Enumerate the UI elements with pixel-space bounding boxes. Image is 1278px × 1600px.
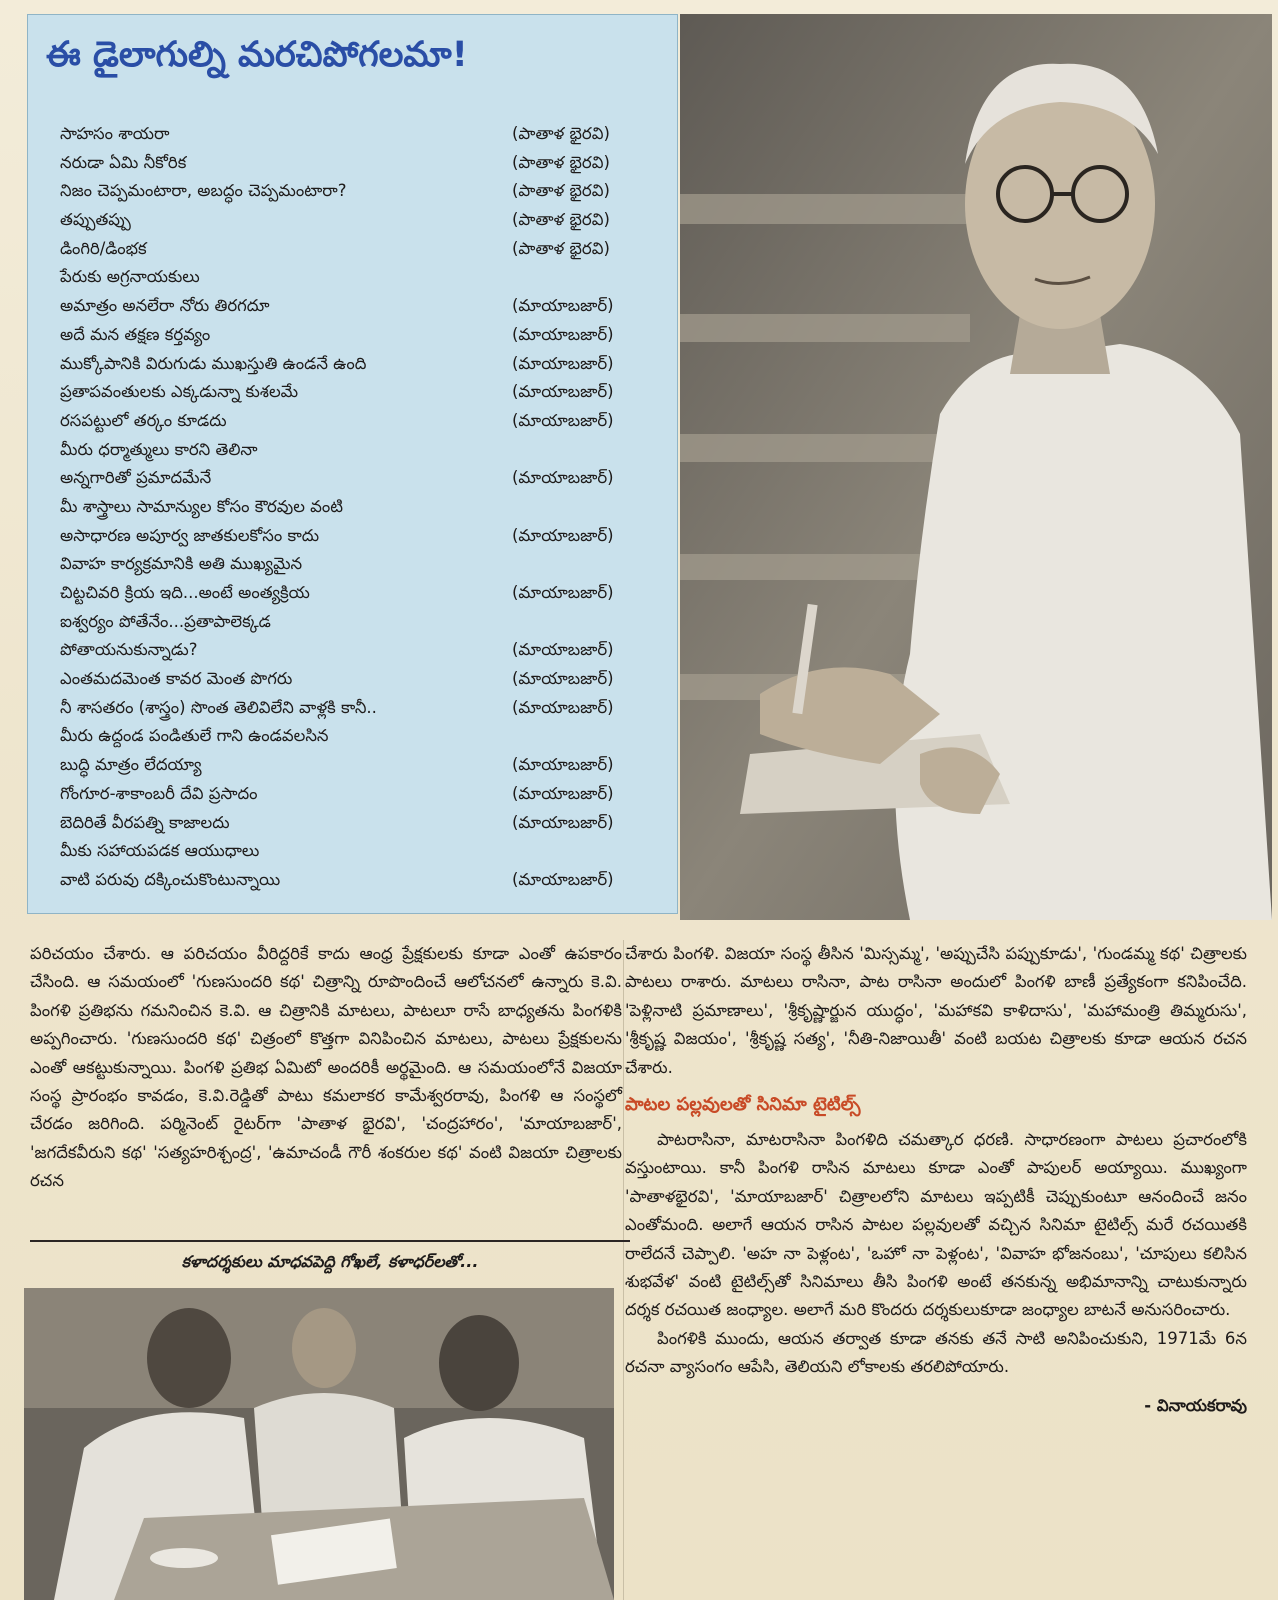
- dialogue-box: [27, 14, 678, 914]
- dialogue-row: [60, 780, 660, 809]
- caption-rule: [30, 1240, 630, 1242]
- dialogue-row: [60, 464, 660, 493]
- dialogue-source: (మాయాబజార్): [512, 697, 614, 717]
- dialogue-line: డింగిరి/డింభక: [60, 238, 147, 258]
- dialogue-line: వాటి పరువు దక్కించుకొంటున్నాయి: [60, 869, 281, 889]
- dialogue-line: మీరు ధర్మాత్ములు కారని తెలినా: [60, 439, 258, 459]
- dialogue-line: పోతాయనుకున్నాడు?: [60, 640, 198, 660]
- right-column-paragraph-3: పింగళికి ముందు, ఆయన తర్వాత కూడా తనకు తనే సాటి అనిపించుకుని, 1971మే 6న రచనా వ్యాసంగం ఆపేసి, తెలియని లోకాలకు తరలిపోయారు.: [625, 1328, 1247, 1377]
- left-column-paragraph: పరిచయం చేశారు. ఆ పరిచయం వీరిద్దరికే కాదు ఆంధ్ర ప్రేక్షకులకు కూడా ఎంతో ఉపకారం చేసింది. ఆ సమయంలో 'గుణసుందరి కథ' చిత్రాన్ని రూపొందించే ఆలోచనలో ఉన్నారు కె.వి. పింగళి ప్రతిభను గమనించిన కె.వి. ఆ చిత్రానికి మాటలు, పాటలూ రాసే బాధ్యతను పింగళికి అప్పగించారు. 'గుణసుందరి కథ' చిత్రంలో కొత్తగా వినిపించిన మాటలు, పాటలు ప్రేక్షకులను ఎంతో ఆకట్టుకున్నాయి. పింగళి ప్రతిభ ఏమిటో అందరికీ అర్థమైంది. ఆ సమయంలోనే విజయా సంస్థ ప్రారంభం కావడం, కె.వి.రెడ్డితో పాటు కమలాకర కామేశ్వరరావు, పింగళి ఆ సంస్థలో చేరడం జరిగింది. పర్మినెంట్ రైటర్‌గా 'పాతాళ భైరవి', 'చంద్రహారం', 'మాయాబజార్', 'జగదేకవీరుని కథ' 'సత్యహరిశ్చంద్ర', 'ఉమాచండీ గౌరీ శంకరుల కథ' వంటి విజయా చిత్రాలకు రచన: [30, 944, 622, 1191]
- dialogue-list: [60, 120, 660, 895]
- dialogue-row: [60, 522, 660, 551]
- dialogue-source: (మాయాబజార్): [512, 468, 614, 488]
- dialogue-row: [60, 436, 660, 465]
- dialogue-row: [60, 263, 660, 292]
- dialogue-row: [60, 149, 660, 178]
- dialogue-source: (మాయాబజార్): [512, 525, 614, 545]
- dialogue-source: (మాయాబజార్): [512, 783, 614, 803]
- right-column: [625, 940, 1247, 1420]
- dialogue-source: (పాతాళ భైరవి): [512, 238, 610, 258]
- dialogue-row: [60, 206, 660, 235]
- dialogue-source: (మాయాబజార్): [512, 410, 614, 430]
- dialogue-row: [60, 751, 660, 780]
- dialogue-source: (మాయాబజార్): [512, 669, 614, 689]
- dialogue-row: [60, 694, 660, 723]
- dialogue-line: తప్పుతప్పు: [60, 210, 131, 230]
- dialogue-row: [60, 866, 660, 895]
- dialogue-source: (మాయాబజార్): [512, 296, 614, 316]
- dialogue-line: ఐశ్వర్యం పోతేనేం...ప్రతాపాలెక్కడ: [60, 611, 271, 631]
- author-signature: - వినాయకరావు: [1144, 1395, 1247, 1415]
- dialogue-source: (మాయాబజార్): [512, 812, 614, 832]
- dialogue-line: పేరుకు అగ్రనాయకులు: [60, 267, 200, 287]
- dialogue-line: గోంగూర-శాకాంబరీ దేవి ప్రసాదం: [60, 783, 258, 803]
- section-subheading: పాటల పల్లవులతో సినిమా టైటిల్స్: [625, 1094, 861, 1116]
- group-photo: [24, 1288, 614, 1600]
- dialogue-row: [60, 722, 660, 751]
- dialogue-source: (పాతాళ భైరవి): [512, 124, 610, 143]
- dialogue-row: [60, 579, 660, 608]
- dialogue-line: మీరు ఉద్దండ పండితులే గాని ఉండవలసిన: [60, 726, 329, 746]
- dialogue-line: అన్నగారితో ప్రమాదమేనే: [60, 468, 212, 488]
- dialogue-line: అమాత్రం అనలేరా నోరు తిరగదూ: [60, 296, 270, 316]
- dialogue-source: (మాయాబజార్): [512, 640, 614, 660]
- dialogue-row: [60, 407, 660, 436]
- dialogue-row: [60, 550, 660, 579]
- dialogue-line: రసపట్టులో తర్కం కూడదు: [60, 410, 227, 430]
- dialogue-line: బెదిరితే వీరపత్ని కాజాలదు: [60, 812, 230, 832]
- right-column-paragraph-2: పాటరాసినా, మాటరాసినా పింగళిది చమత్కార ధరణి. సాధారణంగా పాటలు ప్రచారంలోకి వస్తుంటాయి. కానీ పింగళి రాసిన మాటలు కూడా ఎంతో పాపులర్ అయ్యాయి. ముఖ్యంగా 'పాతాళభైరవి', 'మాయాబజార్' చిత్రాలలోని మాటలు ఇప్పటికీ చెప్పుకుంటూ ఆనందించే జనం ఎంతోమంది. అలాగే ఆయన రాసిన పాటల పల్లవులతో వచ్చిన సినిమా టైటిల్స్ మరే రచయితకి రాలేదనే చెప్పాలి. 'అహ నా పెళ్లంట', 'ఒహో నా పెళ్లంట', 'వివాహ భోజనంబు', 'చూపులు కలిసిన శుభవేళ' వంటి టైటిల్స్‌తో సినిమాలు తీసి పింగళి అంటే తనకున్న అభిమానాన్ని చాటుకున్నారు దర్శక రచయిత జంధ్యాల. అలాగే మరి కొందరు దర్శకులుకూడా జంధ్యాల బాటనే అనుసరించారు.: [625, 1130, 1247, 1320]
- dialogue-source: (మాయాబజార్): [512, 583, 614, 602]
- dialogue-source: (పాతాళ భైరవి): [512, 152, 610, 172]
- dialogue-row: [60, 235, 660, 264]
- dialogue-line: బుద్ధి మాత్రం లేదయ్యా: [60, 755, 202, 775]
- dialogue-line: మీకు సహాయపడక ఆయుధాలు: [60, 841, 260, 861]
- dialogue-line: నిజం చెప్పమంటారా, అబద్ధం చెప్పమంటారా?: [60, 181, 347, 201]
- photo-caption: కళాదర్శకులు మాధవపెద్ది గోఖలే, కళాధర్‌లతో...: [181, 1252, 479, 1271]
- left-column: [30, 940, 622, 1196]
- dialogue-row: [60, 493, 660, 522]
- dialogue-box-title: ఈ డైలాగుల్ని మరచిపోగలమా!: [46, 35, 468, 75]
- dialogue-row: [60, 350, 660, 379]
- dialogue-source: (మాయాబజార్): [512, 324, 614, 344]
- dialogue-source: (మాయాబజార్): [512, 382, 614, 402]
- dialogue-row: [60, 321, 660, 350]
- dialogue-source: (మాయాబజార్): [512, 755, 614, 775]
- dialogue-row: [60, 292, 660, 321]
- dialogue-line: మీ శాస్త్రాలు సామాన్యుల కోసం కౌరవుల వంటి: [60, 496, 343, 516]
- dialogue-line: ముక్కోపానికి విరుగుడు ముఖస్తుతి ఉండనే ఉంది: [60, 353, 367, 373]
- portrait-photo: [680, 14, 1272, 920]
- dialogue-source: (పాతాళ భైరవి): [512, 210, 610, 230]
- dialogue-row: [60, 608, 660, 637]
- dialogue-line: అదే మన తక్షణ కర్తవ్యం: [60, 324, 211, 344]
- dialogue-line: వివాహ కార్యక్రమానికి అతి ముఖ్యమైన: [60, 554, 303, 574]
- dialogue-line: చిట్టచివరి క్రియ ఇది...అంటే అంత్యక్రియ: [60, 583, 310, 602]
- dialogue-line: నరుడా ఏమి నీకోరిక: [60, 152, 187, 172]
- dialogue-line: నీ శాసతరం (శాస్త్రం) సొంత తెలివిలేని వాళ్లకి కానీ..: [60, 697, 377, 717]
- right-column-paragraph-1: చేశారు పింగళి. విజయా సంస్థ తీసిన 'మిస్సమ్మ', 'అప్పుచేసి పప్పుకూడు', 'గుండమ్మ కథ' చిత్రాలకు పాటలు రాశారు. మాటలు రాసినా, పాట రాసినా అందులో పింగళి బాణీ ప్రత్యేకంగా కనిపించేది. 'పెళ్లినాటి ప్రమాణాలు', 'శ్రీకృష్ణార్జున యుద్ధం', 'మహాకవి కాళిదాసు', 'మహామంత్రి తిమ్మరుసు', 'శ్రీకృష్ణ విజయం', 'శ్రీకృష్ణ సత్య', 'నీతి-నిజాయితీ' వంటి బయట చిత్రాలకు కూడా ఆయన రచన చేశారు.: [625, 944, 1247, 1077]
- dialogue-line: ఎంతమదమెంత కావర మెంత పొగరు: [60, 669, 293, 689]
- dialogue-line: సాహసం శాయరా: [60, 124, 170, 143]
- dialogue-row: [60, 665, 660, 694]
- dialogue-row: [60, 177, 660, 206]
- dialogue-source: (మాయాబజార్): [512, 353, 614, 373]
- dialogue-source: (మాయాబజార్): [512, 869, 614, 889]
- dialogue-row: [60, 809, 660, 838]
- dialogue-row: [60, 120, 660, 149]
- dialogue-row: [60, 378, 660, 407]
- dialogue-line: ప్రతాపవంతులకు ఎక్కడున్నా కుశలమే: [60, 382, 299, 402]
- dialogue-row: [60, 636, 660, 665]
- dialogue-line: అసాధారణ అపూర్వ జాతకులకోసం కాదు: [60, 525, 320, 545]
- dialogue-source: (పాతాళ భైరవి): [512, 181, 610, 201]
- dialogue-row: [60, 837, 660, 866]
